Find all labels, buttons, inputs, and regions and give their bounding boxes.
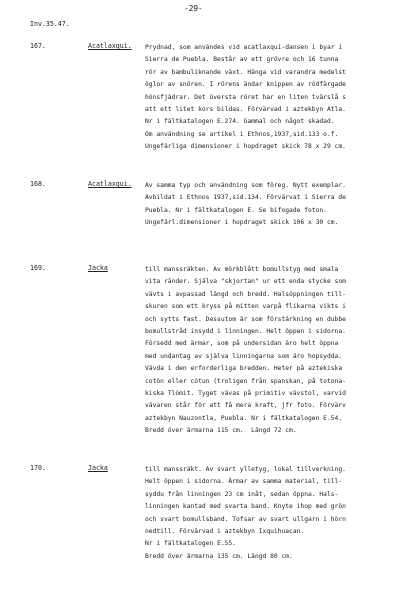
description-line: Ungefärl.dimensioner i hopdraget skick 106 x 30 cm. xyxy=(145,219,339,227)
description-line: Sierra de Puebla. Består av ett grövre och 16 tunna xyxy=(145,56,339,64)
description-line: Av samma typ och användning som föreg. Nytt exemplar. xyxy=(145,182,346,189)
description-line: Puebla. Nr i fältkatalogen E. Se bifogade foton. xyxy=(145,206,327,214)
page-number: -29- xyxy=(184,4,203,13)
description-line: Försedd med ärmar, som på undersidan äro helt öppna xyxy=(145,340,339,348)
description-line: skuren som ett kryss på mitten varpå flikarna vikts i xyxy=(145,303,346,311)
description-line: att ett litet kors bildas. Förvärvad i aztekbyn Atla. xyxy=(145,106,346,114)
description-line: vävts i avpassad längd och bredd. Halsöppningen till- xyxy=(145,290,346,298)
description-line: Om användning se artikel i Ethnos,1937,sid.133 o.f. xyxy=(145,130,339,138)
description-line: Bredd över ärmarna 135 cm. Längd 80 cm. xyxy=(145,552,293,560)
description-line: med undantag av själva linningarna som äro hopsydda. xyxy=(145,352,343,360)
description-line: vävaren står för att få mera kraft, jfr foto. Förvärv xyxy=(145,402,346,410)
entry-name: Jacka xyxy=(88,464,108,472)
entry-number: 167. xyxy=(30,42,46,50)
entry-number: 169. xyxy=(30,264,46,272)
entry-description xyxy=(145,180,395,230)
entry-name: Acatlaxqui. xyxy=(88,180,132,188)
description-line: Nr i fältkatalogen E.55. xyxy=(145,540,236,548)
description-line: Nr i fältkatalogen E.274. Gammal och något skadad. xyxy=(145,118,335,126)
entry-description xyxy=(145,42,395,154)
description-line: Avbildat i Ethnos 1937,sid.134. Förvärvat i Sierra de xyxy=(145,194,346,202)
description-line: bomullstråd insydd i linningen. Helt öppen i sidorna. xyxy=(145,328,346,336)
description-line: aztekbyn Nauzontla, Puebla. Nr i fältkatalogen E.54. xyxy=(145,414,343,422)
description-line: till manssräkten. Av mörkblått bomullstyg med smala xyxy=(145,266,339,273)
entry-name: Acatlaxqui. xyxy=(88,42,132,50)
entry-name: Jacka xyxy=(88,264,108,272)
description-line: och svart bomullsband. Tofsar av svart ullgarn i hörn xyxy=(145,515,346,523)
entry-description xyxy=(145,264,395,438)
description-line: nedtill. Förvärvad i aztekbyn Ixquihuacan. xyxy=(145,528,305,536)
description-line: Vävda i den erforderliga bredden. Heter på aztekiska xyxy=(145,365,343,373)
description-line: cotón eller cótun (troligen från spanskan, på totona- xyxy=(145,377,346,385)
description-line: Bredd över ärmarna 115 cm. Längd 72 cm. xyxy=(145,427,297,435)
description-line: kiska Tlómit. Tyget vävas på primitiv vävstol, varvid xyxy=(145,390,346,398)
description-line: öglor av snören. I rörens ändar knippen av rödfärgade xyxy=(145,81,346,89)
description-line: och sytts fast. Dessutom är som förstärkning en dubbe xyxy=(145,315,346,323)
description-line: Prydnad, som användes vid acatlaxqui-dansen i byar i xyxy=(145,44,343,51)
description-line: Helt öppen i sidorna. Ärmar av samma material, till- xyxy=(145,478,343,486)
description-line: Ungefärliga dimensioner i hopdraget skick 78 x 29 cm. xyxy=(145,143,346,151)
description-line: hönsfjädrar. Det översta röret har en liten tvärslå s xyxy=(145,93,346,101)
description-line: vita ränder. Själva "skjortan" ur ett enda stycke som xyxy=(145,278,346,286)
entry-number: 168. xyxy=(30,180,46,188)
description-line: linningen kantad med svarta band. Knyte ihop med grön xyxy=(145,503,346,511)
description-line: till manssräkt. Av svart ylletyg, lokal tillverkning. xyxy=(145,466,346,473)
description-line: rör av bambuliknande växt. Hänga vid varandra medelst xyxy=(145,68,346,76)
inventory-number: Inv.35.47. xyxy=(30,20,70,28)
entry-number: 170. xyxy=(30,464,46,472)
entry-description xyxy=(145,464,395,563)
description-line: syddu från linningen 23 cm inåt, sedan öppna. Hals- xyxy=(145,490,339,498)
